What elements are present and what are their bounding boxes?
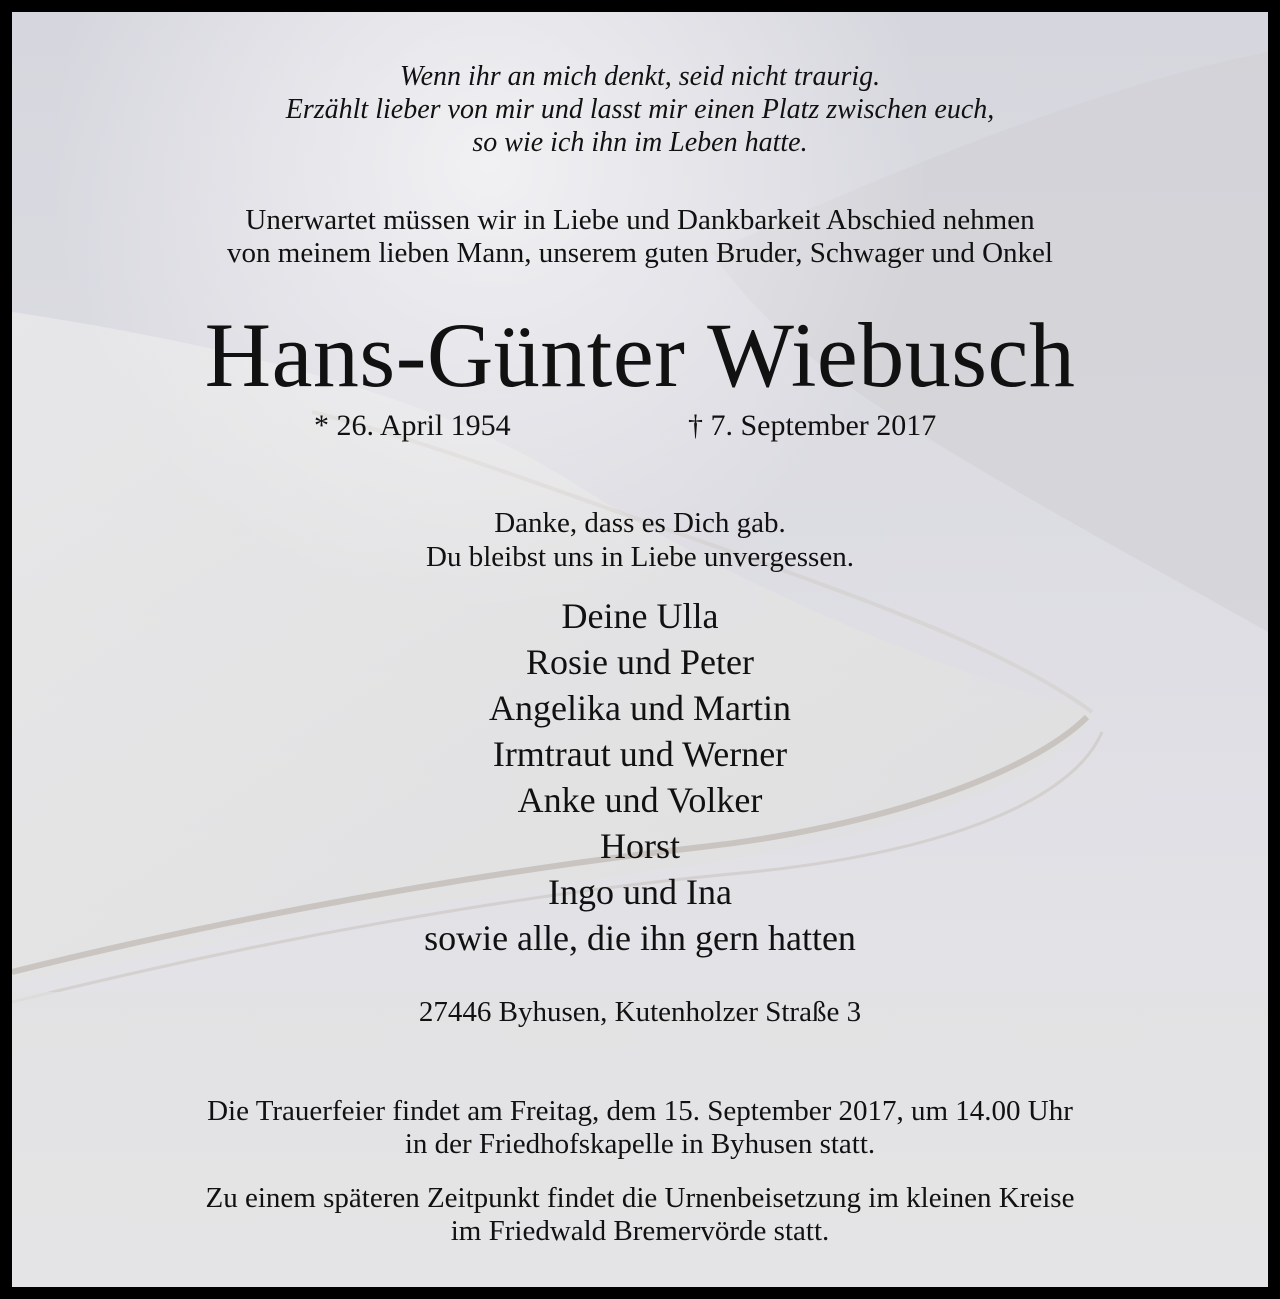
mourner-entry: Rosie und Peter bbox=[526, 642, 754, 682]
thanks-message bbox=[12, 506, 1268, 574]
mourner-entry: Ingo und Ina bbox=[548, 872, 732, 912]
motto-line: Wenn ihr an mich denkt, seid nicht traurig. bbox=[399, 61, 881, 92]
urn-line: im Friedwald Bremervörde statt. bbox=[450, 1215, 830, 1247]
family-address: 27446 Byhusen, Kutenholzer Straße 3 bbox=[418, 996, 862, 1028]
mourner-entry: Anke und Volker bbox=[517, 780, 763, 820]
motto-line: so wie ich ihn im Leben hatte. bbox=[472, 127, 808, 158]
motto-line: Erzählt lieber von mir und lasst mir einen Platz zwischen euch, bbox=[285, 94, 995, 125]
ceremony-line: Die Trauerfeier findet am Freitag, dem 15. September 2017, um 14.00 Uhr bbox=[207, 1095, 1073, 1127]
intro-line: Unerwartet müssen wir in Liebe und Dankbarkeit Abschied nehmen bbox=[245, 204, 1035, 236]
mourner-entry: Deine Ulla bbox=[561, 596, 719, 636]
thanks-line: Danke, dass es Dich gab. bbox=[494, 507, 786, 539]
ceremony-line: in der Friedhofskapelle in Byhusen statt. bbox=[404, 1128, 876, 1160]
mourner-entry: Angelika und Martin bbox=[489, 688, 791, 728]
mourners-list bbox=[12, 593, 1268, 961]
announcement-intro bbox=[12, 204, 1268, 270]
mourner-entry: Irmtraut und Werner bbox=[492, 734, 788, 774]
deceased-name: Hans-Günter Wiebusch bbox=[204, 304, 1076, 406]
mourner-entry: Horst bbox=[600, 826, 680, 866]
death-date: † 7. September 2017 bbox=[688, 409, 937, 442]
funeral-ceremony-info bbox=[12, 1095, 1268, 1161]
thanks-line: Du bleibst uns in Liebe unvergessen. bbox=[426, 541, 854, 573]
memorial-motto bbox=[12, 60, 1268, 159]
mourner-entry: sowie alle, die ihn gern hatten bbox=[424, 918, 856, 958]
intro-line: von meinem lieben Mann, unserem guten Bruder, Schwager und Onkel bbox=[227, 237, 1053, 269]
urn-line: Zu einem späteren Zeitpunkt findet die Urnenbeisetzung im kleinen Kreise bbox=[205, 1182, 1075, 1214]
urn-burial-info bbox=[12, 1182, 1268, 1248]
birth-date: * 26. April 1954 bbox=[314, 409, 511, 442]
